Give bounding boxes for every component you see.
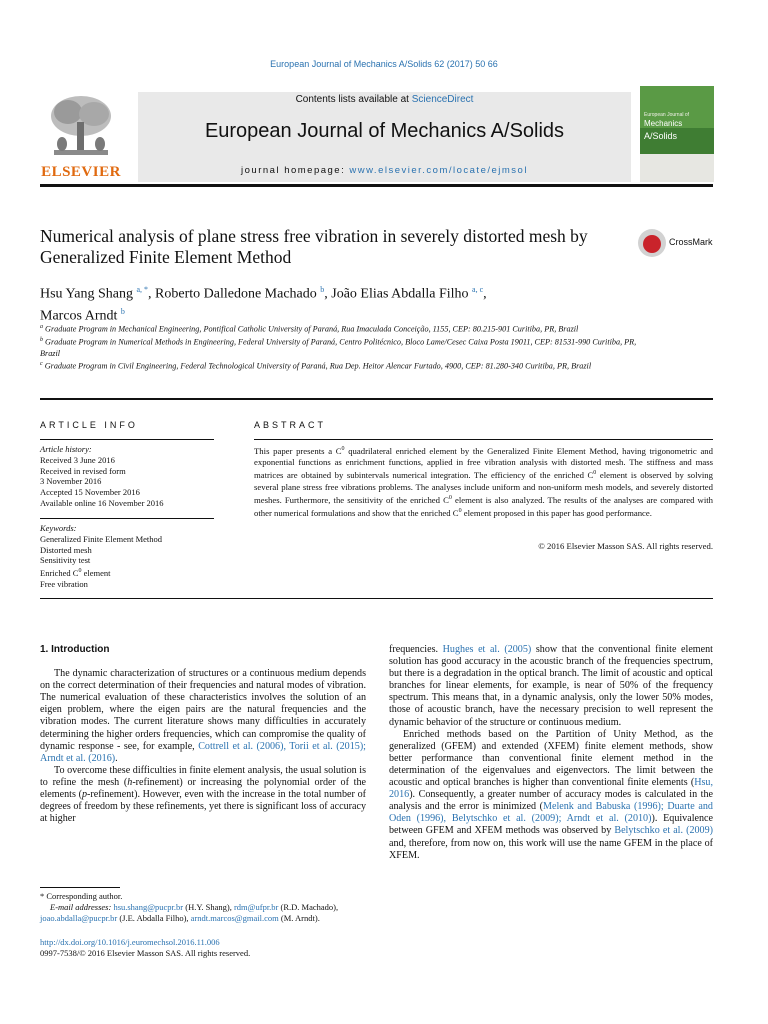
cover-band [640, 154, 714, 182]
citation-link[interactable]: Hsu, 2016 [389, 777, 713, 801]
email-link[interactable]: joao.abdalla@pucpr.br [40, 913, 118, 923]
crossmark-button[interactable] [638, 228, 728, 258]
abstract-rule [254, 439, 713, 440]
author-name[interactable]: Roberto Dalledone Machado [155, 286, 317, 302]
crossmark-label: CrossMark [669, 237, 713, 247]
keywords-label: Keywords: [40, 523, 77, 533]
article-info-rule [40, 439, 214, 440]
header-rule [40, 184, 713, 187]
cover-line: A/Solids [644, 131, 678, 141]
affiliation: $^b$ Graduate Program in Numerical Methods in Engineering, Federal University of Paraná, Centro Politécnico, Bloco Lame/Cesec Caixa Posta 19011, CEP: 81531-990 Curitiba, PR, Brazil [40, 337, 637, 359]
article-info-heading: ARTICLE INFO [40, 420, 138, 430]
contents-line: Contents lists available at ScienceDirect [295, 94, 474, 105]
history-item: Accepted 15 November 2016 [40, 487, 140, 498]
paper-title: Numerical analysis of plane stress free vibration in severely distorted mesh by Generalized Finite Element Method [40, 226, 588, 267]
doi-link[interactable]: http://dx.doi.org/10.1016/j.euromechsol.2016.11.006 [40, 937, 220, 947]
publisher-name: ELSEVIER [41, 164, 121, 180]
citation-link[interactable]: Belytschko et al. (2009) [614, 825, 713, 837]
author-affil-sup[interactable]: b [320, 285, 325, 294]
keyword: Distorted mesh [40, 544, 92, 555]
abstract-heading: ABSTRACT [254, 420, 327, 430]
history-item: Received 3 June 2016 [40, 454, 115, 465]
keywords-rule [40, 518, 214, 519]
journal-citation[interactable]: European Journal of Mechanics A/Solids 62 (2017) 50 66 [270, 59, 498, 69]
history-item: 3 November 2016 [40, 476, 102, 487]
keyword: Generalized Finite Element Method [40, 533, 163, 544]
email-link[interactable]: hsu.shang@pucpr.br [113, 902, 184, 912]
section-heading: 1. Introduction [40, 644, 110, 655]
citation-link[interactable]: Hughes et al. (2005) [442, 644, 532, 655]
author-list: Hsu Yang Shang $^{a, *}$, Roberto Dalledone Machado $^b$, João Elias Abdalla Filho $^{a, c}$, Marcos Arndt $^b$ [40, 285, 487, 324]
homepage-link[interactable]: www.elsevier.com/locate/ejmsol [349, 165, 528, 176]
corresponding-note: * Corresponding author. [40, 891, 123, 901]
affiliation: $^a$ Graduate Program in Mechanical Engineering, Pontifical Catholic University of Paraná, Rua Imaculada Conceição, 1155, CEP: 80.215-901 Curitiba, PR, Brazil [40, 324, 579, 334]
elsevier-logo [40, 92, 122, 182]
affiliation: $^c$ Graduate Program in Civil Engineering, Federal Technological University of Paraná, Rua Dep. Heitor Alencar Furtado, 4900, CEP: 81.280-340 Curitiba, PR, Brazil [40, 361, 592, 372]
sciencedirect-link[interactable]: ScienceDirect [411, 94, 474, 105]
paragraph: frequencies. Hughes et al. (2005) show that the conventional finite element solution has good accuracy in the acoustic branch of the frequencies spectrum, but there is a degradation in the optical branch. The limit of acoustic and optical branches for linear elements, for example, is near of 50% of the frequency spectrum. This means that, in a dynamic analysis, only the lower 50% modes, those of acoustic branch, have the necessary precision to well represent the dynamic behavior of the structure or continuous medium. [389, 644, 713, 728]
author-name[interactable]: Hsu Yang Shang [40, 286, 133, 302]
footnote [40, 891, 380, 924]
issn-line: 0997-7538/© 2016 Elsevier Masson SAS. All rights reserved. [40, 948, 251, 958]
email-link[interactable]: arndt.marcos@gmail.com [190, 913, 279, 923]
cover-line: European Journal of [644, 112, 690, 118]
citation-link[interactable]: Cottrell et al. (2006), Torii et al. (2015); Arndt et al. (2016) [40, 740, 366, 764]
body-rule [40, 598, 713, 599]
email-link[interactable]: rdm@ufpr.br [233, 902, 279, 912]
paragraph: The dynamic characterization of structures or a continuous medium depends on the correct determination of their frequencies and natural modes of vibration. The numerical evaluation of these characteristics involves the solution of an eigen problem, where the eigen pairs are the natural frequencies and the vibration modes. The current literature shows many difficulties in accurately determining the higher orders frequencies, which can compromise the quality of dynamic response - see, for example, Cottrell et al. (2006), Torii et al. (2015); Arndt et al. (2016). [40, 668, 366, 764]
author-affil-sup[interactable]: a, * [136, 285, 149, 294]
journal-homepage: journal homepage: www.elsevier.com/locate/ejmsol [241, 165, 528, 176]
abstract-copyright: © 2016 Elsevier Masson SAS. All rights reserved. [538, 541, 713, 551]
citation-link[interactable]: Melenk and Babuska (1996); Duarte and Oden (1996), Belytschko et al. (2009); Arndt et al. (2010) [389, 801, 713, 825]
paragraph: Enriched methods based on the Partition of Unity Method, as the generalized (GFEM) and extended (XFEM) finite element methods, show better performance than conventional finite element method in the determination of the eigenvalues and eigenvectors. The limit between the acoustic and optical branches is higher than conventional finite elements (Hsu, 2016). Consequently, a greater number of accuracy modes is calculated in the analysis and the error is minimized (Melenk and Babuska (1996); Duarte and Oden (1996), Belytschko et al. (2009); Arndt et al. (2010)). Equivalence between GFEM and XFEM methods was observed by Belytschko et al. (2009) and, therefore, from now on, this work will use the name GFEM in the place of XFEM. [389, 728, 713, 861]
author-name[interactable]: Marcos Arndt [40, 308, 118, 324]
journal-cover[interactable] [640, 86, 714, 182]
email-line: E-mail addresses: hsu.shang@pucpr.br (H.Y. Shang), rdm@ufpr.br (R.D. Machado), [50, 902, 339, 912]
crossmark-icon [638, 229, 666, 257]
article-history [40, 444, 214, 509]
keyword: Free vibration [40, 578, 88, 589]
author-affil-sup[interactable]: b [120, 306, 125, 316]
abstract-text: This paper presents a $C^0$ quadrilateral enriched element by the Generalized Finite Element Method, having trigonometric and exponential functions as enrichment functions, applied in free vibration analysis with distorted mesh. The stiffness and mass matrices are obtained by subintervals numerical integration. The efficiency of the enriched $C^0$ element is observed by solving several plane stress free vibrations problems. The analyses include uniform and non-uniform mesh models, and severely distorted meshes. Furthermore, the sensitivity of the enriched $C^0$ element is also analyzed. The results of the analyses are compared with other numerical formulations and show that the enriched $C^0$ element proposed in this paper has good performance. [254, 445, 713, 518]
history-item: Received in revised form [40, 465, 126, 476]
journal-masthead [138, 92, 631, 182]
doi-block [40, 937, 380, 959]
author-name[interactable]: João Elias Abdalla Filho [331, 286, 469, 302]
history-label: Article history: [40, 444, 92, 454]
journal-title: European Journal of Mechanics A/Solids [204, 120, 565, 142]
body-left-column [40, 644, 366, 825]
keywords [40, 523, 214, 590]
footnote-rule [40, 887, 120, 888]
email-line: joao.abdalla@pucpr.br (J.E. Abdalla Filho), arndt.marcos@gmail.com (M. Arndt). [40, 913, 320, 923]
body-right-column [389, 644, 713, 862]
author-affil-sup[interactable]: a, c [472, 285, 484, 294]
affiliations [40, 322, 640, 372]
elsevier-tree-icon [46, 92, 116, 162]
paragraph: To overcome these difficulties in finite element analysis, the usual solution is to refine the mesh (h-refinement) or increasing the polynomial order of the elements (p-refinement). However, even with the increase in the total number of degrees of freedom by these refinements, yet there is significant loss of accuracy at higher [40, 764, 367, 825]
cover-line: Mechanics [644, 119, 683, 128]
keyword: Enriched $C^0$ element [40, 568, 111, 579]
keyword: Sensitivity test [40, 555, 91, 566]
history-item: Available online 16 November 2016 [40, 497, 164, 508]
section-rule [40, 398, 713, 400]
